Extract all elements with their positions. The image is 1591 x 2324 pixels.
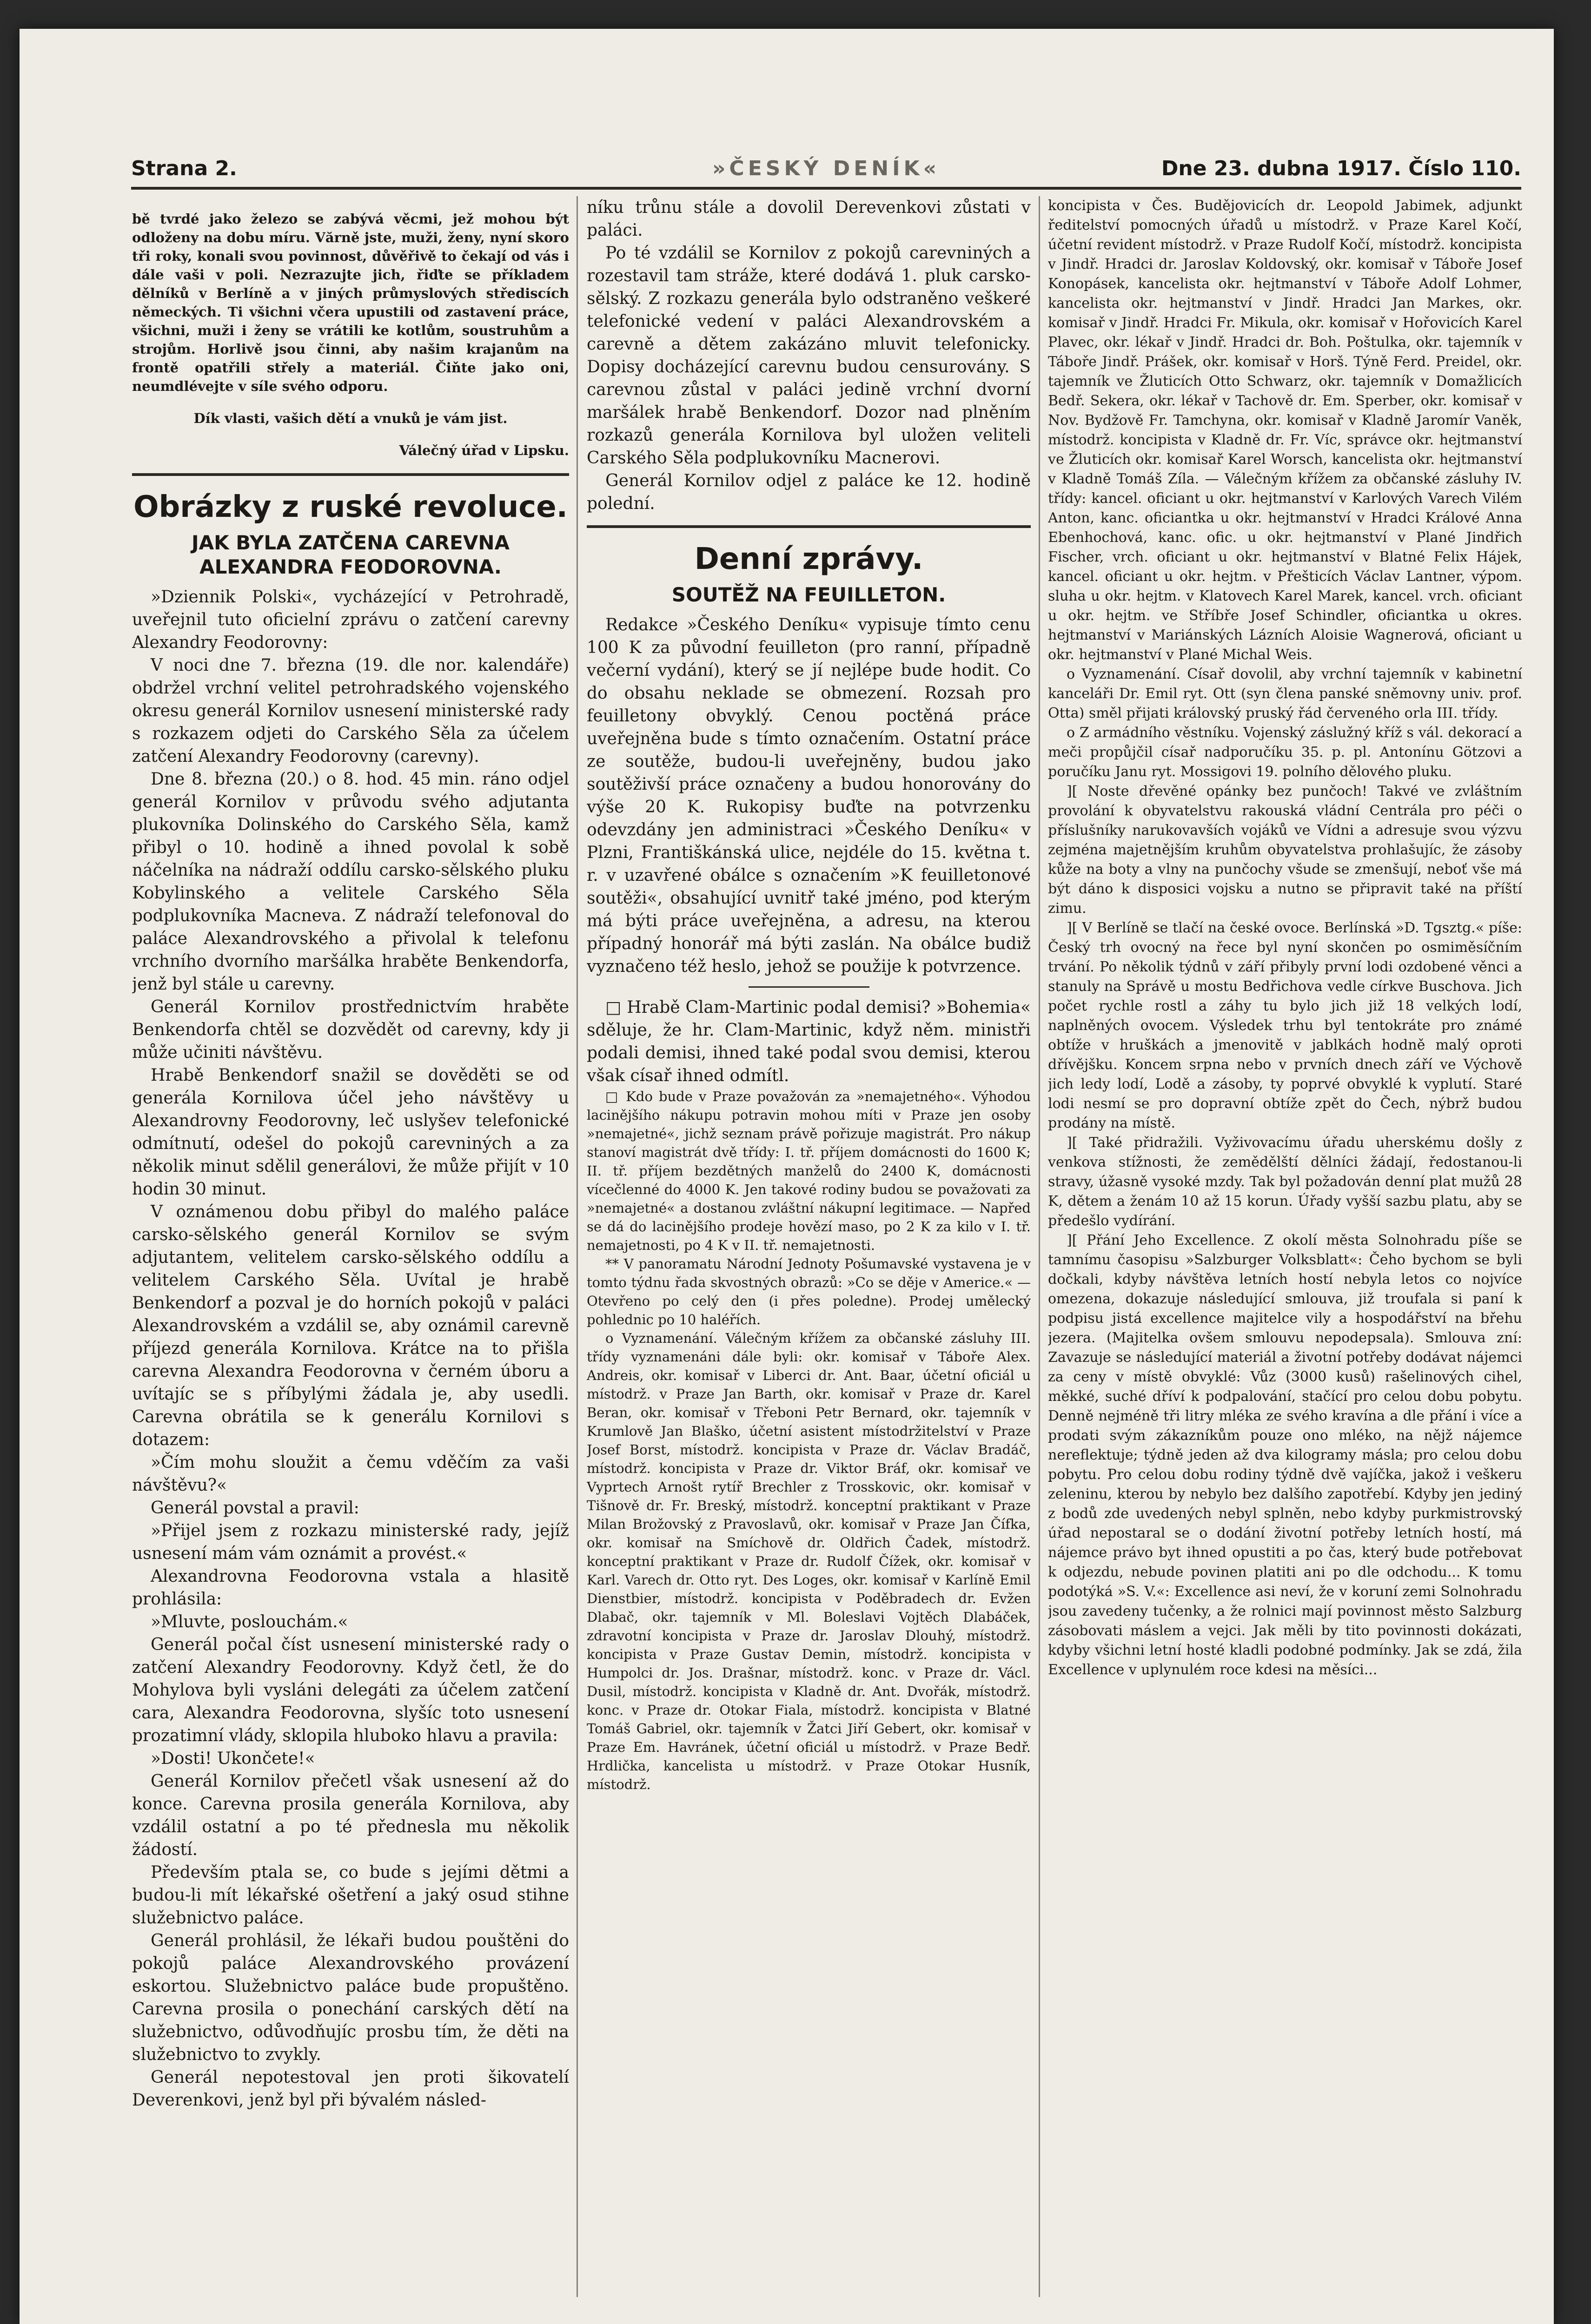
- column-1: [132, 196, 569, 2306]
- news-item: ][ V Berlíně se tlačí na české ovoce. Berlínská »D. Tgsztg.« píše: Český trh ovocný na řece byl nyní skončen po osmiměsíčním trvání. Po několik týdnů v září přibyly první lodi ozdobené věnci a stanuly na Správě u mostu Bedřichova vedle církve Buschova. Jich počet rychle rostl a záhy tu bylo jich již 18 velkých lodí, naplněných ovocem. Výsledek trhu byl tentokráte pro známé obtíže v hruškách a jmenovitě v jablkách hodně malý oproti dřívějšku. Koncem srpna nebo v prvních dnech září ve Výchově jich ledy lodí, Lodě a zásoby, ty poprvé obvyklé k vyplutí. Staré lodi nesmí se pro dopravní obtíže zpět do Čech, nýbrž budou prodány na místě.: [1048, 920, 1522, 1131]
- appeal-signature: Válečný úřad v Lipsku.: [399, 442, 569, 458]
- center-rule: [749, 986, 869, 988]
- article-paragraph: »Čím mohu sloužit a čemu vděčím za vaši návštěvu?«: [132, 1453, 569, 1495]
- contest-text: Redakce »Českého Deníku« vypisuje tímto cenu 100 K za původní feuilleton (pro ranní, případně večerní vydání), který se jí nejlépe bude hodit. Co do obsahu neklade se obmezení. Rozsah pro feuilletony obvyklý. Cenou poctěná práce uveřejněna bude s tímto označením. Ostatní práce ze soutěže, budou-li uveřejněny, budou jako soutěživší práce označeny a budou honorovány do výše 20 K. Rukopisy buďte na potvrzenku odevzdány jen administraci »Českého Deníku« v Plzni, Františkánská ulice, nejdéle do 15. května t. r. v uzavřené obálce s označením »K feuilletonové soutěži«, obsahující uvnitř také jméno, pod kterým má býti práce uveřejněna, a adresu, na kterou případný honorář má býti zaslán. Na obálce budiž vyznačeno též heslo, jehož se použije k potvrzence.: [587, 615, 1031, 976]
- article-paragraph: Generál počal číst usnesení ministerské rady o zatčení Alexandry Feodorovny. Když četl, že do Mohylova byli vysláni delegáti za účelem zatčení cara, Alexandra Feodorovna, slyšíc toto usnesení prozatimní vlády, sklopila hluboko hlavu a pravila:: [132, 1635, 569, 1745]
- masthead: »ČESKÝ DENÍK«: [712, 157, 941, 180]
- article-paragraph: V noci dne 7. března (19. dle nor. kalendáře) obdržel vrchní velitel petrohradského vojenského okresu generál Kornilov usnesení ministerské rady s rozkazem odjeti do Carského Sěla za účelem zatčení Alexandry Feodorovny (carevny).: [132, 656, 569, 766]
- column-3: [1048, 196, 1522, 2306]
- news-item: ][ Přání Jeho Excellence. Z okolí města Solnohradu píše se tamnímu časopisu »Salzburger Volksblatt«: Čeho bychom se byli dočkali, kdyby návštěva letních hostí nebyla letos co nojvíce omezena, dokazuje následující smlouva, již troufala si paní k podpisu jistá excellence majitelce vily a hospodářství na břehu jezera. (Majitelka ovšem smlouvu nepodepsala). Smlouva zní: Zavazuje se následující materiál a životní potřeby dodávat nájemci za ceny v místě obvyklé: Vůz (3000 kusů) rašelinových cihel, měkké, suché dříví k podpalování, stačící pro celou dobu pobytu. Denně nejméně tři litry mléka ze svého kravína a dle přání i více a prodati svým zákazníkům pouze ono mléko, na nějž nájemce nereflektuje; týdně jeden až dva kilogramy másla; pro celou dobu pobytu. Pro celou dobu rodiny týdně dvě vajíčka, jakož i veškeru zeleninu, kterou by nebylo bez dalšího zapotřebí. Kdyby jen jediný z bodů zde uvedených nebyl splněn, nebo kdyby purkmistrovský úřad nepostaral se o dodání životní potřeby letních hostí, má nájemce právo byt ihned opustiti a po čas, který bude potřebovat k odjezdu, nebude povinen platiti ani po dle odchodu... K tomu podotýká »S. V.«: Excellence asi neví, že v koruní zemi Solnohradu jsou zavedeny tučenky, a že rolnici mají povinnost město Salzburg zásobovati máslem a vejci. Jak měli by tito povinnosti dokázati, kdyby všichni letní hosté kladli podobné podmínky. Jak se zdá, žila Excellence v uplynulém roce kdesi na měsíci...: [1048, 1232, 1522, 1678]
- article-paragraph: V oznámenou dobu přibyl do malého paláce carsko-sělského generál Kornilov se svým adjutantem, velitelem carsko-sělského oddílu a velitelem Carského Sěla. Uvítal je hrabě Benkendorf a pozval je do horních pokojů v paláci Alexandrovském a vzdálil se, aby oznámil carevně příjezd generála Kornilova. Krátce na to přišla carevna Alexandra Feodorovna v černém úboru a uvítajíc se s příbylými žádala je, aby usedli. Carevna obrátila se k generálu Kornilovi s dotazem:: [132, 1202, 569, 1449]
- section-title-daily-news: Denní zprávy.: [694, 542, 923, 576]
- page-number: Strana 2.: [131, 157, 237, 180]
- article-paragraph: »Mluvte, poslouchám.«: [151, 1612, 348, 1631]
- news-item: o Vyznamenání. Válečným křížem za občanské zásluhy III. třídy vyznamenáni dále byli: okr. komisař v Táboře Alex. Andreis, okr. komisař v Liberci dr. Ant. Baar, účetní oficiál u místodrž. v Praze Jan Barth, okr. komisař v Praze dr. Karel Beran, okr. komisař v Třeboni Petr Bernard, okr. tajemník v Krumlově Jan Blaško, účetní asistent místodržitelství v Praze Josef Borst, místodrž. koncipista v Praze dr. Václav Bradáč, místodrž. koncipista v Praze dr. Viktor Bráf, okr. komisař ve Vyprtech Arnošt rytíř Brechler z Trosskovic, okr. komisař v Tišnově dr. Fr. Breský, místodrž. konceptní praktikant v Praze Milan Brožovský z Pravoslavů, okr. komisař v Praze Jan Čífka, okr. komisař na Smíchově dr. Oldřich Čadek, místodrž. konceptní praktikant v Praze dr. Rudolf Čížek, okr. komisař v Karl. Varech dr. Otto ryt. Des Loges, okr. komisař v Karlíně Emil Dienstbier, místodrž. koncipista v Poděbradech dr. Evžen Dlabač, okr. tajemník v Ml. Boleslavi Vojtěch Dlabáček, zdravotní koncipista v Praze dr. Jaroslav Dlouhý, místodrž. koncipista v Praze Gustav Demin, místodrž. koncipista v Humpolci dr. Jos. Drašnar, místodrž. konc. v Praze dr. Václ. Dusil, místodrž. koncipista v Kladně dr. Ant. Dvořák, místodrž. konc. v Praze dr. Otokar Fiala, místodrž. koncipista v Blatné Tomáš Gabriel, okr. tajemník v Žatci Jiří Gebert, okr. komisař v Praze Em. Havránek, účetní oficiál u místodrž. v Praze Bedř. Hrdlička, kancelista u místodrž. v Praze Otokar Husník, místodrž.: [587, 1330, 1031, 1792]
- newspaper-page: [20, 29, 1554, 2324]
- column-divider: [577, 196, 578, 2297]
- article-paragraph: Dne 8. března (20.) o 8. hod. 45 min. ráno odjel generál Kornilov v průvodu svého adjutanta plukovníka Dolinského do Carského Sěla, kamž přibyl o 10. hodině a ihned povolal k sobě náčelníka na nádraží oddílu carsko-sělského pluku Kobylinského a velitele Carského Sěla podplukovníka Macneva. Z nádraží telefonoval do paláce Alexandrovského a přivolal k telefonu vrchního dvorního maršálka hraběte Benkendorfa, jenž byl stále u carevny.: [132, 770, 569, 994]
- article-paragraph: Generál prohlásil, že lékaři budou pouštěni do pokojů paláce Alexandrovského provázení eskortou. Služebnictvo paláce bude propuštěno. Carevna prosila o ponechání carských dětí na služebnictvo, odůvodňujíc prosbu tím, že děti na služebnictvo to zvykly.: [132, 1931, 569, 2064]
- contest-headline: SOUTĚŽ NA FEUILLETON.: [671, 583, 946, 606]
- news-item: ** V panoramatu Národní Jednoty Pošumavské vystavena je v tomto týdnu řada skvostných obrazů: »Co se děje v Americe.« — Otevřeno po celý den (i přes poledne). Prodej umělecký pohlednic po 10 haléřích.: [587, 1256, 1031, 1327]
- news-item: ][ Také přidražili. Vyživovacímu úřadu uherskému došly z venkova stížnosti, že zemědělští dělníci žádají, ředostanou-li stravy, úžasně vysoké mzdy. Tak byl požadován denní plat mužů 28 K, dětem a ženám 10 až 15 korun. Úřady vyšší sazbu platu, aby se předešlo vydírání.: [1048, 1135, 1522, 1229]
- article-paragraph: Generál Kornilov přečetl však usnesení až do konce. Carevna prosila generála Kornilova, aby vzdálil ostatní a po té přednesla mu několik žádostí.: [132, 1772, 569, 1859]
- article-paragraph: Po té vzdálil se Kornilov z pokojů carevniných a rozestavil tam stráže, které dodává 1. pluk carsko-sělský. Z rozkazu generála bylo odstraněno veškeré telefonické vedení v paláci Alexandrovském a carevně a dětem zakázáno mluvit telefonicky. Dopisy docházející carevnu budou censurovány. S carevnou zůstal v paláci jedině vrchní dvorní maršálek hrabě Benkendorf. Dozor nad plněním rozkazů generála Kornilova byl uložen veliteli Carského Sěla podplukovníku Macnerovi.: [587, 244, 1031, 468]
- article-paragraph: Generál Kornilov prostřednictvím hraběte Benkendorfa chtěl se dozvědět od carevny, kdy ji může učiniti návštěvu.: [132, 997, 569, 1062]
- article-paragraph: Hrabě Benkendorf snažil se dověděti se od generála Kornilova účel jeho návštěvy u Alexandrovny Feodorovny, leč uslyšev telefonické odmítnutí, odešel do pokojů carevniných a za několik minut sdělil generálovi, že může přijít v 10 hodin 30 minut.: [132, 1066, 569, 1199]
- article-paragraph: »Dziennik Polski«, vycházející v Petrohradě, uveřejnil tuto oficielní zprávu o zatčení carevny Alexandry Feodorovny:: [132, 588, 569, 652]
- news-item: o Z armádního věstníku. Vojenský záslužný kříž s vál. dekorací a meči propůjčil císař nadporučíku 35. p. pl. Antonínu Götzovi a poručíku Janu ryt. Mossigovi 19. polního dělového pluku.: [1048, 725, 1522, 780]
- issue-date: Dne 23. dubna 1917. Číslo 110.: [1161, 157, 1521, 180]
- page-header: [131, 145, 1521, 190]
- section-divider: [132, 473, 569, 476]
- appeal-closing: Dík vlasti, vašich dětí a vnuků je vám jist.: [193, 410, 508, 426]
- section-title-russian-revolution: Obrázky z ruské revoluce.: [133, 490, 568, 524]
- article-paragraph: »Přijel jsem z rozkazu ministerské rady, jejíž usnesení mám vám oznámit a provést.«: [132, 1521, 569, 1563]
- article-paragraph: »Dosti! Ukončete!«: [151, 1749, 315, 1768]
- article-paragraph: Generál Kornilov odjel z paláce ke 12. hodině polední.: [587, 471, 1031, 513]
- news-item: ][ Noste dřevěné opánky bez punčoch! Takvé ve zvláštním provolání k obyvatelstvu rakouská vládní Centrála pro péči o příslušníky narukovavších vojáků ve Vídni a adresuje svou výzvu zejména majetnějším kruhům obyvatelstva prohlašujíc, že zásoby kůže na boty a vlny na punčochy všude se zmenšují, neboť vše má být dáno k disposici vojsku a nutno se připravit také na příští zimu.: [1048, 783, 1522, 917]
- article-paragraph: Především ptala se, co bude s jejími dětmi a budou-li mít lékařské ošetření a jaký osud stihne služebnictvo paláce.: [132, 1863, 569, 1928]
- column-2: [587, 196, 1031, 2306]
- article-paragraph: Generál nepotestoval jen proti šikovatelí Deverenkovi, jenž byl při bývalém násled-: [132, 2068, 569, 2110]
- article-paragraph: Generál povstal a pravil:: [151, 1499, 359, 1518]
- news-item: koncipista v Čes. Budějovicích dr. Leopold Jabimek, adjunkt ředitelství pomocných úřadů u místodrž. v Praze Karel Kočí, účetní revident místodrž. v Praze Rudolf Kočí, místodrž. koncipista v Jindř. Hradci dr. Jaroslav Koldovský, okr. komisař v Táboře Josef Konopásek, kancelista okr. hejtmanství v Táboře Adolf Lohmer, kancelista okr. hejtmanství v Jindř. Hradci Jan Markes, okr. komisař v Jindř. Hradci Fr. Mikula, okr. komisař v Hořovicích Karel Plavec, okr. lékař v Jindř. Hradci dr. Boh. Poštulka, okr. tajemník v Táboře Jindř. Prášek, okr. komisař v Horš. Týně Ferd. Preidel, okr. tajemník ve Žluticích Otto Schwarz, okr. tajemník v Domažlicích Bedř. Sekera, okr. lékař v Tachově dr. Em. Sperber, okr. komisař v Nov. Bydžově Fr. Tamchyna, okr. komisař v Kladně Jaromír Vaněk, místodrž. koncipista v Kladně dr. Fr. Víc, správce okr. hejtmanství ve Žluticích okr. komisař Karel Worsch, kancelista okr. hejtmanství v Kladně Tomáš Zíla. — Válečným křížem za občanské zásluhy IV. třídy: kancel. oficiant u okr. hejtmanství v Karlových Varech Vilém Anton, kanc. oficiantka u okr. hejtmanství v Hradci Králové Anna Ebenhochová, kanc. ofic. u okr. hejtmanství v Plané Jindřich Fischer, vrch. oficiant u okr. hejtmanství v Blatné Felix Hájek, kancel. oficiant u okr. hejtm. v Přešticích Václav Lantner, výpom. sluha u okr. hejtm. v Klatovech Karel Marek, kancel. vrch. oficiant u okr. hejtm. ve Stříbře Josef Schindler, oficiantka u okres. hejtmanství v Mariánských Lázních Aloisie Wagnerová, oficiant u okr. hejtmanství v Plané Michal Weis.: [1048, 198, 1522, 663]
- column-divider: [1039, 196, 1040, 2297]
- article-headline: JAK BYLA ZATČENA CAREVNA ALEXANDRA FEODOROVNA.: [192, 531, 510, 578]
- article-paragraph: Alexandrovna Feodorovna vstala a hlasitě prohlásila:: [132, 1567, 569, 1609]
- section-divider: [587, 525, 1031, 528]
- news-item: o Vyznamenání. Císař dovolil, aby vrchní tajemník v kabinetní kanceláři Dr. Emil ryt. Ott (syn člena panské sněmovny univ. prof. Otta) směl přijati královský pruský řád červeného orla III. třídy.: [1048, 666, 1522, 721]
- news-item: □ Kdo bude v Praze považován za »nemajetného«. Výhodou lacinějšího nákupu potravin mohou míti v Praze jen osoby »nemajetné«, jichž seznam právě pořizuje magistrát. Pro nákup stanoví magistrát dvě třídy: I. tř. příjem domácnosti do 1600 K; II. tř. příjem bezdětných manželů do 2400 K, domácnosti vícečlenné do 4000 K. Jen takové rodiny budou se považovati za »nemajetné« a dostanou zvláštní nákupní legitimace. — Napřed se dá do lacinějšího prodeje hovězí maso, po 2 K za kilo v I. tř. nemajetnosti, po 4 K v II. tř. nemajetnosti.: [587, 1089, 1031, 1253]
- appeal-text: bě tvrdé jako železo se zabývá věcmi, jež mohou být odloženy na dobu míru. Vărně jste, muži, ženy, nyní skoro tři roky, konali svou povinnost, důvěřivě to čekají od vás i dále vaši v poli. Nezrazujte jich, řiďte se příkladem dělníků v Berlíně a v jiných průmyslových střediscích německých. Ti všichni včera upustili od zastavení práce, všichni, muži i ženy se vrátili ke kotlům, soustruhům a strojům. Horlivě jsou činni, aby našim krajanům na frontě opatřili střely a materiál. Čiňte jako oni, neumdlévejte v síle svého odporu.: [132, 211, 569, 394]
- article-paragraph: níku trůnu stále a dovolil Derevenkovi zůstati v paláci.: [587, 198, 1031, 240]
- news-item: □ Hrabě Clam-Martinic podal demisi? »Bohemia« sděluje, že hr. Clam-Martinic, když něm. ministři podali demisi, ihned také podal svou demisi, kterou však císař ihned odmítl.: [587, 998, 1031, 1085]
